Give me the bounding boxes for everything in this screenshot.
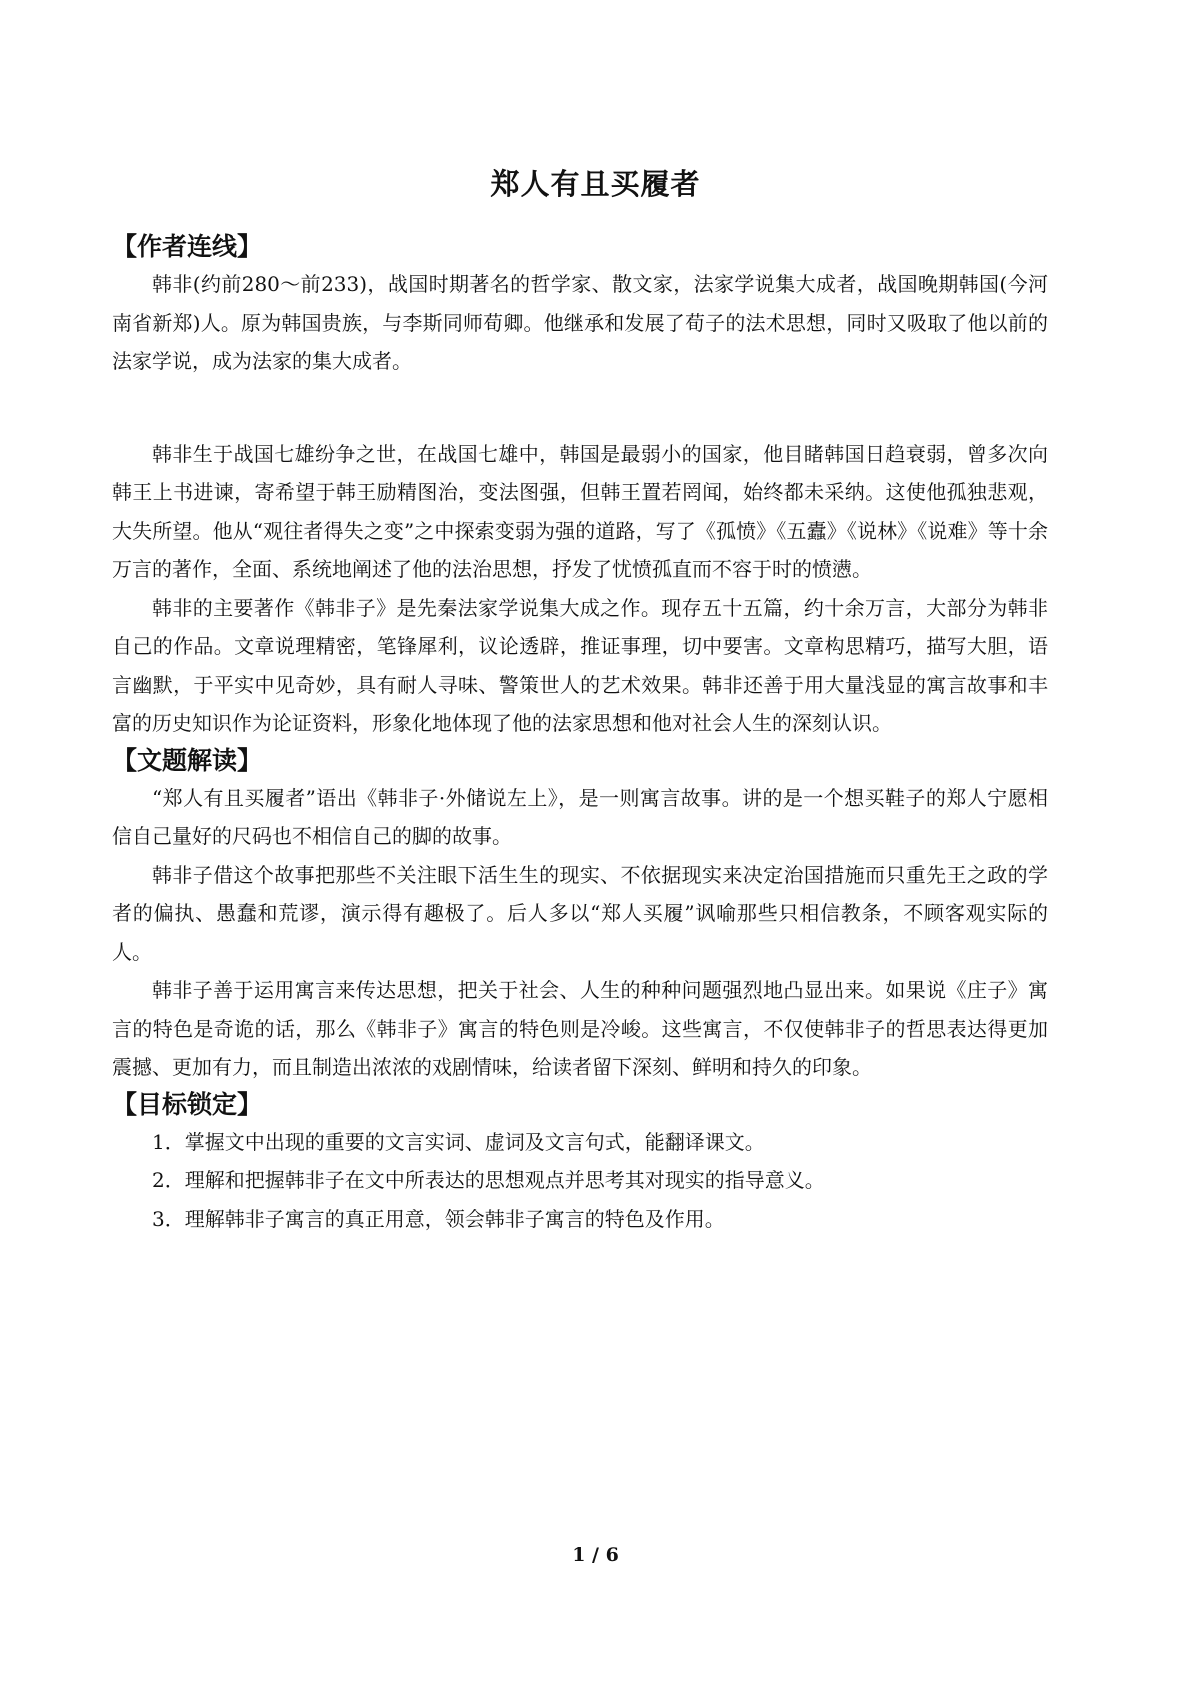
section-heading: 【目标锁定】 [112,1089,263,1119]
goal-item: 2．理解和把握韩非子在文中所表达的思想观点并思考其对现实的指导意义。 [152,1168,825,1192]
section-author [112,229,1048,743]
section-heading: 【文题解读】 [112,745,263,775]
paragraph: “郑人有且买履者”语出《韩非子·外储说左上》，是一则寓言故事。讲的是一个想买鞋子的郑人宁愿相信自己量好的尺码也不相信自己的脚的故事。 [112,785,1048,848]
paragraph: 韩非子善于运用寓言来传达思想，把关于社会、人生的种种问题强烈地凸显出来。如果说《庄子》寓言的特色是奇诡的话，那么《韩非子》寓言的特色则是冷峻。这些寓言，不仅使韩非子的哲思表达得更加震撼、更加有力，而且制造出浓浓的戏剧情味，给读者留下深刻、鲜明和持久的印象。 [112,978,1048,1079]
paragraph: 韩非子借这个故事把那些不关注眼下活生生的现实、不依据现实来决定治国措施而只重先王之政的学者的偏执、愚蠢和荒谬，演示得有趣极了。后人多以“郑人买履”讽喻那些只相信教条，不顾客观实际的人。 [112,862,1048,964]
goal-item: 1．掌握文中出现的重要的文言实词、虚词及文言句式，能翻译课文。 [152,1129,765,1154]
page-number: 1 / 6 [572,1544,619,1566]
paragraph-gap [112,381,1048,435]
paragraph: 韩非的主要著作《韩非子》是先秦法家学说集大成之作。现存五十五篇，约十余万言，大部分为韩非自己的作品。文章说理精密，笔锋犀利，议论透辟，推证事理，切中要害。文章构思精巧，描写大胆，语言幽默，于平实中见奇妙，具有耐人寻味、警策世人的艺术效果。韩非还善于用大量浅显的寓言故事和丰富的历史知识作为论证资料，形象化地体现了他的法家思想和他对社会人生的深刻认识。 [112,595,1048,735]
section-goals [112,1087,1048,1239]
document-title: 郑人有且买履者 [490,167,701,201]
document-body [112,229,1048,1238]
section-heading: 【作者连线】 [112,232,263,261]
paragraph: 韩非(约前280～前233)，战国时期著名的哲学家、散文家，法家学说集大成者，战国晚期韩国(今河南省新郑)人。原为韩国贵族，与李斯同师荀卿。他继承和发展了荀子的法术思想，同时又吸取了他以前的法家学说，成为法家的集大成者。 [112,272,1048,373]
goal-item: 3．理解韩非子寓言的真正用意，领会韩非子寓言的特色及作用。 [152,1206,725,1231]
section-title-reading [112,743,1048,1087]
paragraph: 韩非生于战国七雄纷争之世，在战国七雄中，韩国是最弱小的国家，他目睹韩国日趋衰弱，曾多次向韩王上书进谏，寄希望于韩王励精图治，变法图强，但韩王置若罔闻，始终都未采纳。这使他孤独悲观，大失所望。他从“观往者得失之变”之中探索变弱为强的道路，写了《孤愤》《五蠹》《说林》《说难》等十余万言的著作，全面、系统地阐述了他的法治思想，抒发了忧愤孤直而不容于时的愤懑。 [112,441,1048,581]
